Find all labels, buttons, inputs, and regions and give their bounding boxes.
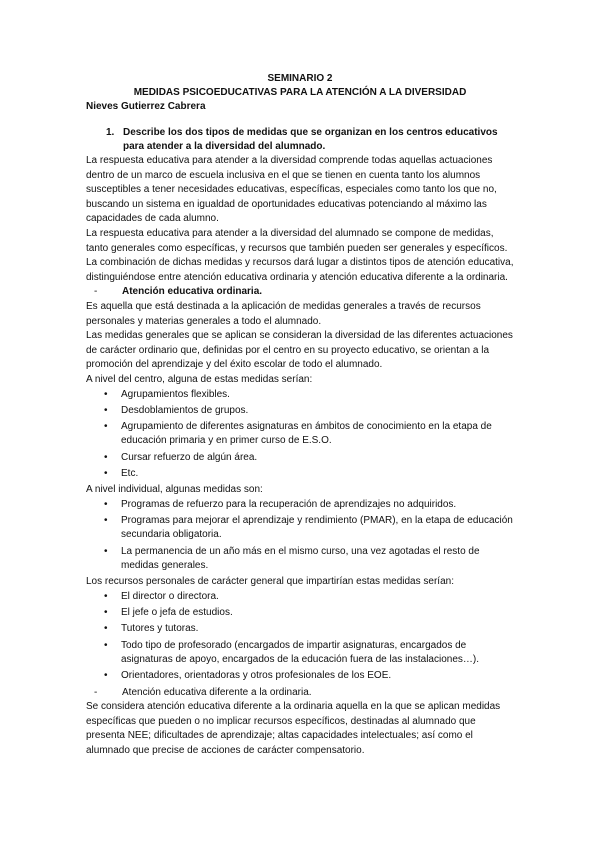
bullet-icon: • <box>104 451 108 463</box>
paragraph-4: Las medidas generales que se aplican se consideran la diversidad de las diferentes actuaciones de carácter ordinario que, definidas por el centro en su proyecto educativo, se orientan a la promoción del aprendizaje y del éxito escolar de todo el alumnado. <box>86 330 513 371</box>
list-item: • Cursar refuerzo de algún área. <box>104 451 514 466</box>
bullet-icon: • <box>104 420 108 432</box>
question-1 <box>106 126 514 154</box>
bullet-icon: • <box>104 467 108 479</box>
list-item: • Orientadores, orientadoras y otros profesionales de los EOE. <box>104 669 514 684</box>
bullet-icon: • <box>104 388 108 400</box>
bullet-icon: • <box>104 590 108 602</box>
bullet-icon: • <box>104 623 108 635</box>
list-item: • El jefe o jefa de estudios. <box>104 606 514 621</box>
paragraph-7: Los recursos personales de carácter general que impartirían estas medidas serían: <box>86 576 454 588</box>
paragraph-2: La respuesta educativa para atender a la diversidad del alumnado se compone de medidas, tanto generales como específicas, y recursos que también pueden ser generales y específicos. La combinación de dichas medidas y recursos dará lugar a distintos tipos de atención educativa, distinguiéndose entre atención educativa ordinaria y atención educativa diferente a la ordinaria. <box>86 227 514 283</box>
seminar-label: SEMINARIO 2 <box>267 73 333 84</box>
paragraph-1: La respuesta educativa para atender a la diversidad comprende todas aquellas actuaciones dentro de un marco de escuela inclusiva en el que se tienen en cuenta tanto los alumnos susceptibles a tener necesidades educativas, específicas, especiales como tanto los que no, buscando un sistema en igualdad de oportunidades educativas potenciando al máximo las capacidades de cada alumno. <box>86 155 497 225</box>
question-text: Describe los dos tipos de medidas que se organizan en los centros educativos para atender a la diversidad del alumnado. <box>123 127 498 152</box>
bullet-icon: • <box>104 607 108 619</box>
paragraph-8: Se considera atención educativa diferente a la ordinaria aquella en la que se aplican medidas específicas que pueden o no implicar recursos específicos, destinadas al alumnado que presenta NEE; dificultades de aprendizaje; altas capacidades intelectuales; así como el alumnado que precise de acciones de carácter compensatorio. <box>86 701 501 756</box>
document-title: MEDIDAS PSICOEDUCATIVAS PARA LA ATENCIÓN A LA DIVERSIDAD <box>133 87 467 98</box>
list-item: • La permanencia de un año más en el mismo curso, una vez agotadas el resto de medidas generales. <box>104 545 514 574</box>
list-item: • Agrupamiento de diferentes asignaturas en ámbitos de conocimiento en la etapa de educación primaria y en primer curso de E.S.O. <box>104 420 514 449</box>
section-ordinary <box>90 285 514 300</box>
section-different <box>90 686 514 701</box>
individual-measures-list <box>86 498 514 574</box>
paragraph-5: A nivel del centro, alguna de estas medidas serían: <box>86 373 313 385</box>
personnel-list <box>86 590 514 684</box>
bullet-icon: • <box>104 404 108 416</box>
list-item: • Programas para mejorar el aprendizaje y rendimiento (PMAR), en la etapa de educación secundaria obligatoria. <box>104 514 514 543</box>
list-item: • El director o directora. <box>104 590 514 605</box>
centre-measures-list <box>86 388 514 482</box>
list-item: • Tutores y tutoras. <box>104 622 514 637</box>
list-item: • Desdoblamientos de grupos. <box>104 404 514 419</box>
list-item: • Agrupamientos flexibles. <box>104 388 514 403</box>
dash-marker: - <box>94 686 98 698</box>
bullet-icon: • <box>104 639 108 651</box>
bullet-icon: • <box>104 514 108 526</box>
list-item: • Todo tipo de profesorado (encargados de impartir asignaturas, encargados de asignaturas de apoyo, encargados de la educación fuera de las instalaciones…). <box>104 639 514 668</box>
author-name: Nieves Gutierrez Cabrera <box>86 101 206 112</box>
section-different-title: Atención educativa diferente a la ordinaria. <box>122 686 312 698</box>
list-item: • Programas de refuerzo para la recuperación de aprendizajes no adquiridos. <box>104 498 514 513</box>
bullet-icon: • <box>104 670 108 682</box>
paragraph-6: A nivel individual, algunas medidas son: <box>86 484 263 496</box>
bullet-icon: • <box>104 545 108 557</box>
question-number: 1. <box>106 127 115 138</box>
paragraph-3: Es aquella que está destinada a la aplicación de medidas generales a través de recursos personales y materias generales a todo el alumnado. <box>86 300 481 327</box>
dash-marker: - <box>94 286 98 298</box>
section-ordinary-title: Atención educativa ordinaria. <box>122 286 263 298</box>
list-item: • Etc. <box>104 467 514 482</box>
bullet-icon: • <box>104 498 108 510</box>
